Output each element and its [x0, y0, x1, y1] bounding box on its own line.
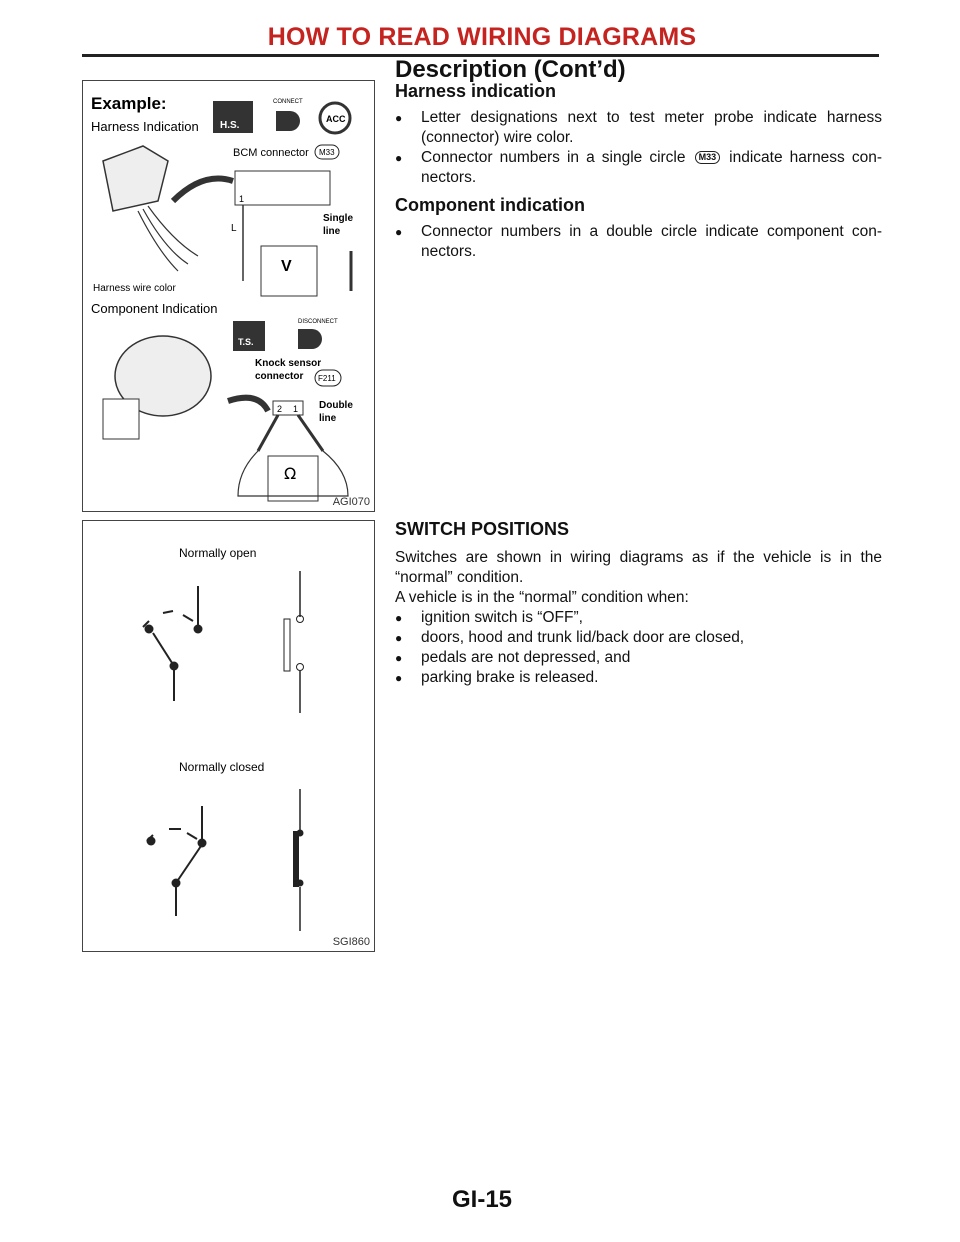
bullet-icon: ●	[395, 111, 403, 125]
ts-label: T.S.	[238, 337, 254, 347]
double-label: Double	[319, 400, 353, 411]
m33-badge: M33	[695, 151, 721, 164]
line-label-2: line	[319, 413, 337, 424]
bullet-text: ignition switch is “OFF”,	[421, 609, 583, 626]
bullet-text: Connector numbers in a single circle	[421, 149, 686, 166]
arrow-icon	[173, 179, 233, 202]
m33-label: M33	[319, 148, 335, 157]
switch-open-contact-a	[194, 625, 203, 634]
bcm-connector-face	[235, 171, 330, 205]
page-number: GI-15	[451, 1186, 513, 1213]
example-label: Example:	[91, 94, 167, 113]
voltmeter-label: V	[281, 258, 292, 275]
list-item	[395, 222, 882, 262]
switch-open-contact-b	[145, 625, 154, 634]
switch-positions-section	[395, 518, 882, 694]
switch-positions-heading: SWITCH POSITIONS	[395, 519, 570, 539]
figure-harness-component-indication	[82, 80, 375, 512]
hs-label: H.S.	[220, 120, 240, 131]
list-item	[395, 108, 882, 148]
component-bullets	[395, 222, 882, 262]
bcm-connector-label: BCM connector	[233, 147, 309, 159]
harness-diagram	[83, 81, 374, 511]
list-item	[395, 668, 882, 688]
pin-2-label: 2	[277, 404, 283, 414]
harness-indication-section	[395, 80, 882, 268]
connect-label: CONNECT	[273, 99, 303, 105]
bullet-icon: ●	[395, 611, 403, 625]
bullet-text: parking brake is released.	[421, 669, 599, 686]
bullet-text: indicate harness con-nectors.	[421, 149, 883, 186]
list-item	[395, 148, 882, 188]
f211-label: F211	[318, 374, 336, 383]
normally-closed-label: Normally closed	[179, 760, 265, 774]
section-title: HOW TO READ WIRING DIAGRAMS	[267, 23, 697, 51]
switch-closed-contact-a	[198, 839, 207, 848]
acc-label: ACC	[326, 114, 346, 124]
bullet-icon: ●	[395, 151, 403, 165]
page-header	[82, 22, 882, 52]
connector-label: connector	[255, 371, 304, 382]
connect-icon	[276, 111, 300, 131]
switch-open2-contact-b	[297, 664, 304, 671]
pin-1b-label: 1	[293, 404, 299, 414]
knock-sensor-plug	[103, 399, 139, 439]
harness-bullets	[395, 108, 882, 188]
switch-diagram	[83, 521, 374, 951]
harness-wires-icon	[138, 206, 198, 271]
switch-closed2-contact-b	[297, 880, 304, 887]
switch-open2-blade	[284, 619, 290, 671]
bullet-text: Connector numbers in a double circle indicate component con-nectors.	[421, 223, 882, 260]
component-indication-heading: Component indication	[395, 195, 585, 215]
bullet-text: doors, hood and trunk lid/back door are closed,	[421, 629, 745, 646]
switch-para-1: Switches are shown in wiring diagrams as if the vehicle is in the “normal” condition.	[395, 549, 882, 586]
list-item	[395, 628, 882, 648]
harness-indication-heading: Harness indication	[395, 81, 557, 101]
switch-closed2-blade	[293, 831, 299, 887]
component-indication-label: Component Indication	[91, 301, 218, 316]
line-label: line	[323, 226, 341, 237]
normal-condition-list	[395, 608, 882, 688]
bullet-icon: ●	[395, 671, 403, 685]
single-label: Single	[323, 213, 354, 224]
harness-wire-color-label: Harness wire color	[93, 283, 176, 294]
disconnect-label: DISCONNECT	[298, 319, 338, 325]
list-item	[395, 608, 882, 628]
knock-sensor-label: Knock sensor	[255, 358, 322, 369]
list-item	[395, 648, 882, 668]
switch-closed-blade	[176, 846, 201, 883]
figure-switch-positions	[82, 520, 375, 952]
disconnect-icon	[298, 329, 322, 349]
pin-1-label: 1	[239, 194, 245, 204]
figure-id-2: SGI860	[332, 936, 370, 948]
figure-id: AGI070	[332, 496, 370, 508]
harness-connector-icon	[103, 146, 168, 211]
ohmmeter-label: Ω	[284, 464, 297, 483]
page-subtitle: Description (Cont’d)	[395, 56, 626, 83]
switch-open-arc	[143, 611, 193, 627]
switch-open-blade	[153, 633, 174, 666]
wire-color-letter: L	[231, 223, 237, 234]
harness-indication-label: Harness Indication	[91, 119, 199, 134]
switch-para-2: A vehicle is in the “normal” condition when:	[395, 589, 689, 606]
arrow-icon-2	[228, 398, 268, 411]
bullet-icon: ●	[395, 631, 403, 645]
bullet-text: pedals are not depressed, and	[421, 649, 631, 666]
bullet-text: Letter designations next to test meter probe indicate harness (connector) wire color.	[421, 109, 882, 146]
bullet-icon: ●	[395, 225, 403, 239]
bullet-icon: ●	[395, 651, 403, 665]
probe-1	[258, 415, 278, 451]
normally-open-label: Normally open	[179, 546, 257, 560]
